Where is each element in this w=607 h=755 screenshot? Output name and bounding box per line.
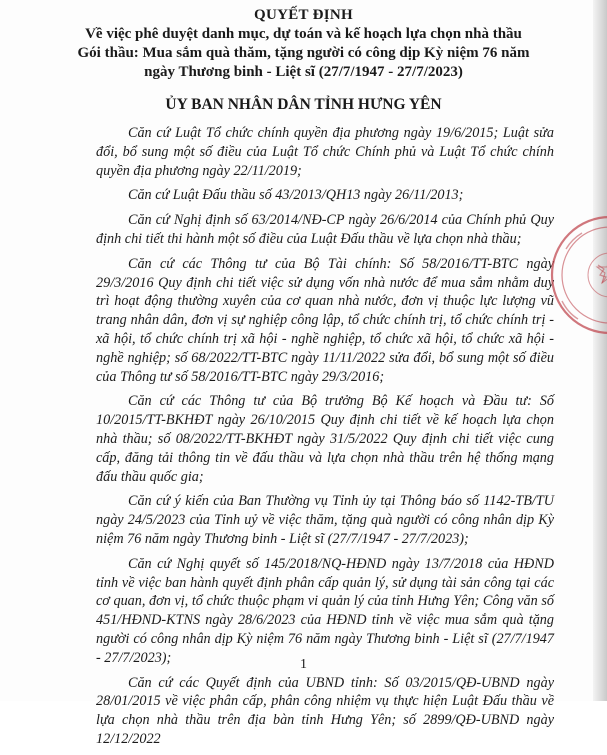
legal-basis-paragraph: Căn cứ ý kiến của Ban Thường vụ Tỉnh ủy tại Thông báo số 1142-TB/TU ngày 24/5/2023 của Tỉnh uỷ về việc thăm, tặng quà người có công nhân dịp Kỳ niệm 76 năm ngày Thương binh - Liệt sĩ (27/7/1947 - 27/7/2023); (96, 493, 554, 547)
legal-basis-paragraph: Căn cứ các Quyết định của UBND tỉnh: Số 03/2015/QĐ-UBND ngày 28/01/2015 về việc phân cấp, phân công nhiệm vụ thực hiện Luật Đấu thầu về lựa chọn nhà thầu trên địa bàn tỉnh Hưng Yên; số 2899/QĐ-UBND ngày 12/12/2022 (96, 674, 554, 747)
legal-basis-paragraph: Căn cứ Luật Đấu thầu số 43/2013/QH13 ngày 26/11/2013; (128, 187, 464, 204)
subject-line: Về việc phê duyệt danh mục, dự toán và kế hoạch lựa chọn nhà thầu (85, 26, 522, 42)
legal-basis-paragraph: Căn cứ Nghị định số 63/2014/NĐ-CP ngày 26/6/2014 của Chính phủ Quy định chi tiết thi hành một số điều của Luật Đấu thầu về lựa chọn nhà thầu; (96, 212, 554, 247)
document-header (0, 6, 607, 82)
legal-basis-paragraph: Căn cứ Luật Tổ chức chính quyền địa phương ngày 19/6/2015; Luật sửa đổi, bổ sung một số điều của Luật Tổ chức Chính phủ và Luật Tổ chức chính quyền địa phương ngày 22/11/2019; (96, 125, 554, 179)
legal-basis-paragraph: Căn cứ Nghị quyết số 145/2018/NQ-HĐND ngày 13/7/2018 của HĐND tỉnh về việc ban hành quyết định phân cấp quản lý, sử dụng tài sản công tại các cơ quan, đơn vị, tổ chức thuộc phạm vi quản lý của tỉnh Hưng Yên; Công văn số 451/HĐND-KTNS ngày 28/6/2023 của HĐND tỉnh về việc mua sắm quà tặng người có công nhân dịp Kỳ niệm 76 năm ngày Thương binh - Liệt sĩ (27/7/1947 - 27/7/2023); (96, 555, 554, 666)
subject-line: ngày Thương binh - Liệt sĩ (27/7/1947 - 27/7/2023) (144, 64, 463, 80)
legal-basis-paragraph: Căn cứ các Thông tư của Bộ trưởng Bộ Kế hoạch và Đầu tư: Số 10/2015/TT-BKHĐT ngày 26/10/2015 Quy định chi tiết về kế hoạch lựa chọn nhà thầu; số 08/2022/TT-BKHĐT ngày 31/5/2022 Quy định chi tiết việc cung cấp, đăng tải thông tin về đấu thầu và lựa chọn nhà thầu trên hệ thống mạng đấu thầu quốc gia; (96, 393, 554, 485)
issuing-agency: ỦY BAN NHÂN DÂN TỈNH HƯNG YÊN (165, 96, 442, 113)
legal-basis-paragraph: Căn cứ các Thông tư của Bộ Tài chính: Số 58/2016/TT-BTC ngày 29/3/2016 Quy định chi tiết việc sử dụng vốn nhà nước để mua sắm nhằm duy trì hoạt động thường xuyên của cơ quan nhà nước, đơn vị thuộc lực lượng vũ trang nhân dân, đơn vị sự nghiệp công lập, tổ chức chính trị, tổ chức chính trị - xã hội, tổ chức chính trị xã hội - nghề nghiệp, tổ chức xã hội, tổ chức xã hội - nghề nghiệp; số 68/2022/TT-BTC ngày 11/11/2022 sửa đổi, bổ sung một số điều của Thông tư số 58/2016/TT-BTC ngày 29/3/2016; (96, 255, 554, 385)
subject-line: Gói thầu: Mua sắm quà thăm, tặng người có công dịp Kỳ niệm 76 năm (77, 45, 530, 61)
page-number: 1 (300, 657, 307, 672)
official-seal-stamp (548, 205, 607, 345)
document-title: QUYẾT ĐỊNH (254, 7, 353, 23)
